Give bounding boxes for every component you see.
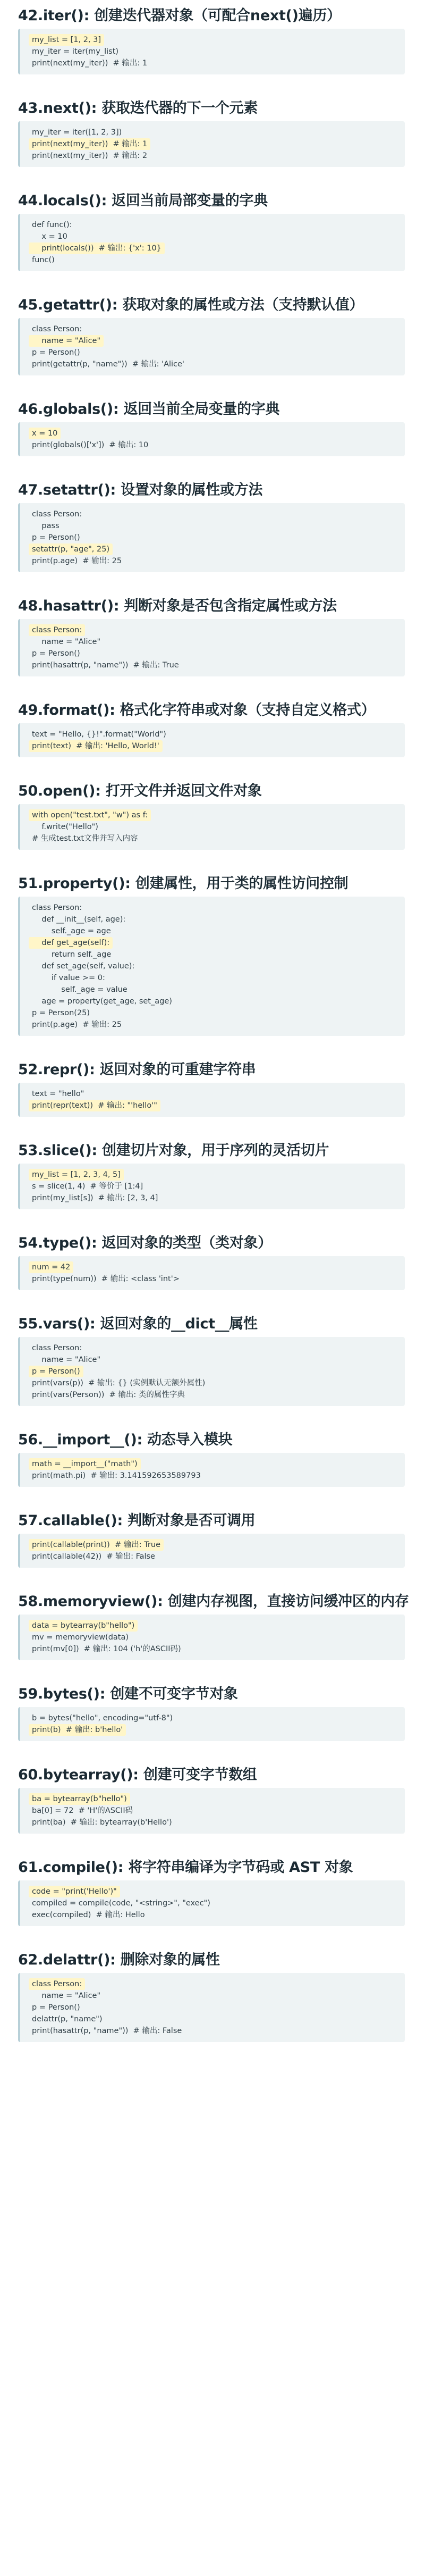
code-line: print(type(num)) # 输出: <class 'int'> bbox=[32, 1275, 180, 1283]
code-line-highlighted: p = Person() bbox=[29, 1366, 83, 1377]
code-line: my_iter = iter([1, 2, 3]) bbox=[32, 128, 122, 137]
function-section bbox=[0, 1684, 425, 1741]
section-heading: 51.property(): 创建属性，用于类的属性访问控制 bbox=[18, 875, 348, 892]
code-line: return self._age bbox=[32, 950, 112, 959]
code-line: print(globals()['x']) # 输出: 10 bbox=[32, 441, 149, 449]
code-line: p = Person(25) bbox=[32, 1009, 90, 1017]
function-section bbox=[0, 295, 425, 375]
section-heading: 61.compile(): 将字符串编译为字节码或 AST 对象 bbox=[18, 1859, 353, 1876]
section-heading: 57.callable(): 判断对象是否可调用 bbox=[18, 1512, 256, 1529]
section-heading: 54.type(): 返回对象的类型（类对象） bbox=[18, 1235, 272, 1251]
code-block bbox=[18, 121, 405, 167]
function-section bbox=[0, 1233, 425, 1290]
code-line-highlighted: class Person: bbox=[29, 1978, 85, 1990]
code-line: ba[0] = 72 # 'H'的ASCII码 bbox=[32, 1806, 133, 1815]
function-section bbox=[0, 480, 425, 572]
code-block bbox=[18, 1453, 405, 1487]
code-line: print(my_list[s]) # 输出: [2, 3, 4] bbox=[32, 1194, 158, 1202]
code-line: age = property(get_age, set_age) bbox=[32, 997, 172, 1006]
code-line: def func(): bbox=[32, 221, 72, 229]
function-section bbox=[0, 1140, 425, 1209]
function-section bbox=[0, 873, 425, 1036]
code-line-highlighted: print(repr(text)) # 输出: "'hello'" bbox=[29, 1100, 160, 1111]
section-heading: 42.iter(): 创建迭代器对象（可配合next()遍历） bbox=[18, 7, 341, 24]
code-line-highlighted: print(text) # 输出: 'Hello, World!' bbox=[29, 740, 163, 752]
function-section bbox=[0, 399, 425, 456]
code-line: f.write("Hello") bbox=[32, 823, 98, 831]
code-block bbox=[18, 804, 405, 850]
code-line-highlighted: class Person: bbox=[29, 624, 85, 636]
code-line: print(p.age) # 输出: 25 bbox=[32, 1021, 122, 1029]
function-section bbox=[0, 98, 425, 167]
code-line-highlighted: num = 42 bbox=[29, 1261, 73, 1273]
code-block bbox=[18, 1534, 405, 1568]
code-block bbox=[18, 1973, 405, 2042]
code-block bbox=[18, 422, 405, 456]
code-line: def __init__(self, age): bbox=[32, 915, 126, 924]
function-section bbox=[0, 596, 425, 676]
code-line: print(callable(42)) # 输出: False bbox=[32, 1552, 155, 1561]
code-line-highlighted: x = 10 bbox=[29, 428, 61, 439]
code-line: my_iter = iter(my_list) bbox=[32, 47, 119, 56]
code-block bbox=[18, 1880, 405, 1926]
section-heading: 58.memoryview(): 创建内存视图，直接访问缓冲区的内存 bbox=[18, 1593, 409, 1610]
function-section bbox=[0, 5, 425, 74]
code-block bbox=[18, 1164, 405, 1209]
section-heading: 48.hasattr(): 判断对象是否包含指定属性或方法 bbox=[18, 598, 337, 614]
code-block bbox=[18, 1615, 405, 1660]
code-block bbox=[18, 723, 405, 757]
code-line: self._age = age bbox=[32, 927, 111, 935]
code-line-highlighted: def get_age(self): bbox=[29, 937, 113, 949]
code-block bbox=[18, 29, 405, 74]
code-line: if value >= 0: bbox=[32, 974, 105, 982]
code-line-highlighted: data = bytearray(b"hello") bbox=[29, 1620, 138, 1632]
code-block bbox=[18, 1707, 405, 1741]
code-line: class Person: bbox=[32, 325, 82, 333]
code-line-highlighted: print(next(my_iter)) # 输出: 1 bbox=[29, 138, 150, 150]
code-line-highlighted: print(locals()) # 输出: {'x': 10} bbox=[29, 242, 165, 254]
code-line: print(hasattr(p, "name")) # 输出: True bbox=[32, 661, 179, 670]
section-heading: 52.repr(): 返回对象的可重建字符串 bbox=[18, 1061, 256, 1078]
function-section bbox=[0, 1764, 425, 1834]
code-line: b = bytes("hello", encoding="utf-8") bbox=[32, 1714, 173, 1722]
section-heading: 47.setattr(): 设置对象的属性或方法 bbox=[18, 482, 263, 498]
code-line-highlighted: my_list = [1, 2, 3] bbox=[29, 34, 104, 46]
section-heading: 60.bytearray(): 创建可变字节数组 bbox=[18, 1767, 257, 1783]
code-line: delattr(p, "name") bbox=[32, 2015, 103, 2023]
function-section bbox=[0, 781, 425, 850]
section-heading: 62.delattr(): 删除对象的属性 bbox=[18, 1952, 220, 1968]
section-heading: 49.format(): 格式化字符串或对象（支持自定义格式） bbox=[18, 702, 376, 718]
code-line: print(vars(p)) # 输出: {} (实例默认无额外属性) bbox=[32, 1379, 206, 1387]
code-line: name = "Alice" bbox=[32, 1356, 101, 1364]
section-heading: 59.bytes(): 创建不可变字节对象 bbox=[18, 1686, 238, 1702]
code-line: exec(compiled) # 输出: Hello bbox=[32, 1911, 145, 1919]
code-line-highlighted: setattr(p, "age", 25) bbox=[29, 543, 113, 555]
code-line-highlighted: math = __import__("math") bbox=[29, 1458, 141, 1470]
code-block bbox=[18, 1256, 405, 1290]
code-line: s = slice(1, 4) # 等价于 [1:4] bbox=[32, 1182, 143, 1191]
code-line: print(getattr(p, "name")) # 输出: 'Alice' bbox=[32, 360, 184, 369]
function-section bbox=[0, 1429, 425, 1487]
code-line: name = "Alice" bbox=[32, 1992, 101, 2000]
code-line: print(vars(Person)) # 输出: 类的属性字典 bbox=[32, 1391, 185, 1399]
code-line: print(next(my_iter)) # 输出: 1 bbox=[32, 59, 148, 68]
code-line-highlighted: ba = bytearray(b"hello") bbox=[29, 1793, 130, 1805]
code-line: print(math.pi) # 输出: 3.141592653589793 bbox=[32, 1471, 201, 1480]
code-line: print(p.age) # 输出: 25 bbox=[32, 557, 122, 565]
code-block bbox=[18, 619, 405, 676]
code-line: text = "hello" bbox=[32, 1090, 84, 1098]
function-section bbox=[0, 700, 425, 757]
code-line: print(next(my_iter)) # 输出: 2 bbox=[32, 152, 148, 160]
section-heading: 56.__import__(): 动态导入模块 bbox=[18, 1432, 233, 1448]
code-line: class Person: bbox=[32, 904, 82, 912]
function-section bbox=[0, 1591, 425, 1660]
section-heading: 45.getattr(): 获取对象的属性或方法（支持默认值） bbox=[18, 297, 364, 313]
code-block bbox=[18, 1788, 405, 1834]
code-line: mv = memoryview(data) bbox=[32, 1633, 129, 1642]
function-section bbox=[0, 1857, 425, 1926]
code-line: class Person: bbox=[32, 1344, 82, 1352]
code-line: pass bbox=[32, 522, 60, 530]
function-section bbox=[0, 1314, 425, 1406]
code-block bbox=[18, 318, 405, 375]
section-heading: 50.open(): 打开文件并返回文件对象 bbox=[18, 783, 262, 799]
section-heading: 46.globals(): 返回当前全局变量的字典 bbox=[18, 401, 280, 417]
code-line: compiled = compile(code, "<string>", "exec") bbox=[32, 1899, 210, 1908]
section-heading: 53.slice(): 创建切片对象，用于序列的灵活切片 bbox=[18, 1142, 329, 1159]
code-line: class Person: bbox=[32, 510, 82, 518]
code-line: name = "Alice" bbox=[32, 638, 101, 646]
code-line-highlighted: print(b) # 输出: b'hello' bbox=[29, 1724, 126, 1736]
function-section bbox=[0, 1059, 425, 1117]
code-line: func() bbox=[32, 256, 55, 264]
code-line: def set_age(self, value): bbox=[32, 962, 135, 971]
function-section bbox=[0, 1510, 425, 1568]
code-line: p = Person() bbox=[32, 649, 80, 658]
code-line: p = Person() bbox=[32, 533, 80, 542]
code-block bbox=[18, 1337, 405, 1406]
code-block bbox=[18, 214, 405, 271]
code-line: # 生成test.txt文件并写入内容 bbox=[32, 834, 138, 843]
code-block bbox=[18, 503, 405, 572]
code-line: p = Person() bbox=[32, 2003, 80, 2012]
code-line: print(hasattr(p, "name")) # 输出: False bbox=[32, 2027, 182, 2035]
code-line-highlighted: name = "Alice" bbox=[29, 335, 104, 347]
code-block bbox=[18, 1083, 405, 1117]
function-section bbox=[0, 190, 425, 271]
code-line: print(mv[0]) # 输出: 104 ('h'的ASCII码) bbox=[32, 1645, 181, 1653]
code-block bbox=[18, 897, 405, 1036]
code-line-highlighted: print(callable(print)) # 输出: True bbox=[29, 1539, 164, 1551]
code-line: p = Person() bbox=[32, 348, 80, 357]
code-line: self._age = value bbox=[32, 985, 128, 994]
code-line-highlighted: with open("test.txt", "w") as f: bbox=[29, 809, 151, 821]
code-line-highlighted: code = "print('Hello')" bbox=[29, 1886, 120, 1897]
code-line-highlighted: my_list = [1, 2, 3, 4, 5] bbox=[29, 1169, 124, 1181]
code-line: x = 10 bbox=[32, 232, 67, 241]
function-section bbox=[0, 1950, 425, 2042]
code-line: print(ba) # 输出: bytearray(b'Hello') bbox=[32, 1818, 172, 1827]
section-heading: 44.locals(): 返回当前局部变量的字典 bbox=[18, 193, 268, 209]
code-line: text = "Hello, {}!".format("World") bbox=[32, 730, 166, 739]
section-heading: 55.vars(): 返回对象的__dict__属性 bbox=[18, 1316, 258, 1332]
section-heading: 43.next(): 获取迭代器的下一个元素 bbox=[18, 100, 258, 116]
